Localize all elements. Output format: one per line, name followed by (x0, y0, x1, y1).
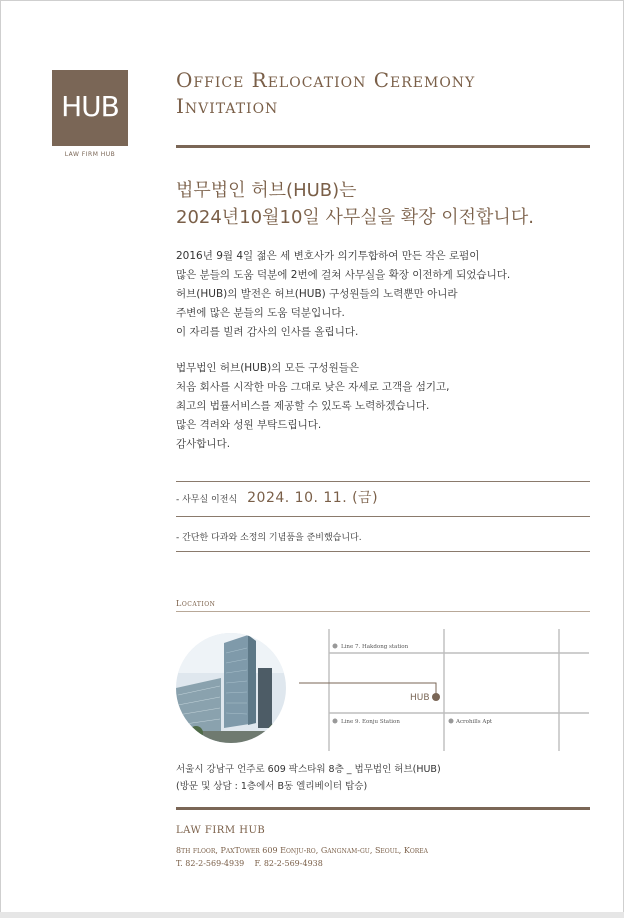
station-marker-icon (333, 719, 338, 724)
paragraph-line: 처음 회사를 시작한 마음 그대로 낮은 자세로 고객을 섬기고, (176, 381, 450, 393)
paragraph-line: 최고의 법률서비스를 제공할 수 있도록 노력하겠습니다. (176, 400, 430, 412)
page-title (176, 67, 596, 119)
location-divider (176, 611, 590, 612)
address-line-2: (방문 및 상담 : 1층에서 B동 엘리베이터 탑승) (176, 781, 368, 792)
apartment-marker-icon (449, 719, 454, 724)
hub-location-pin-icon (432, 693, 440, 701)
paragraph-line: 주변에 많은 분들의 도움 덕분입니다. (176, 307, 345, 319)
paragraph-line: 감사합니다. (176, 438, 231, 450)
address-line-1: 서울시 강남구 언주로 609 팍스타워 8층 _ 법무법인 허브(HUB) (176, 764, 441, 775)
paragraph-promise (176, 359, 596, 454)
refreshments-note: - 간단한 다과와 소정의 기념품을 준비했습니다. (176, 533, 362, 543)
map-label-station2: Line 9. Eonju Station (341, 719, 400, 725)
page-shadow (0, 912, 624, 918)
event-divider-top (176, 481, 590, 482)
event-label: - 사무실 이전식 (176, 495, 238, 505)
paragraph-history (176, 247, 596, 342)
event-divider-bottom (176, 551, 590, 552)
station-marker-icon (333, 644, 338, 649)
title-divider (176, 145, 590, 148)
footer-contact (176, 844, 428, 870)
headline (176, 177, 596, 231)
footer-tel: T. 82-2-569-4939 (176, 859, 245, 868)
paragraph-line: 2016년 9월 4일 젊은 세 변호사가 의기투합하여 만든 작은 로펌이 (176, 250, 480, 262)
event-date: 2024. 10. 11. (금) (247, 490, 379, 506)
paragraph-line: 이 자리를 빌려 감사의 인사를 올립니다. (176, 326, 359, 338)
map-graphic (291, 623, 591, 753)
office-address (176, 761, 441, 795)
map-label-hub: HUB (410, 693, 430, 703)
footer-title: LAW FIRM HUB (176, 825, 266, 836)
event-divider-middle (176, 516, 590, 517)
title-line-1: Office Relocation Ceremony (176, 68, 476, 92)
footer-fax: F. 82-2-569-4938 (254, 859, 323, 868)
hub-logo (52, 70, 128, 146)
location-map (291, 623, 591, 753)
paragraph-line: 많은 분들의 도움 덕분에 2번에 걸쳐 사무실을 확장 이전하게 되었습니다. (176, 269, 511, 281)
map-label-apt: Acrohills Apt (456, 719, 493, 725)
building-illustration (176, 633, 286, 743)
paragraph-line: 허브(HUB)의 발전은 허브(HUB) 구성원들의 노력뿐만 아니라 (176, 288, 458, 300)
paragraph-line: 법무법인 허브(HUB)의 모든 구성원들은 (176, 362, 359, 374)
logo-text: HUB (61, 90, 119, 123)
headline-line-1: 법무법인 허브(HUB)는 (176, 180, 357, 201)
title-line-2: Invitation (176, 94, 279, 118)
event-row (176, 487, 378, 507)
footer-divider (176, 807, 590, 810)
map-label-station1: Line 7. Hakdong station (341, 644, 409, 650)
headline-line-2: 2024년10월10일 사무실을 확장 이전합니다. (176, 207, 534, 228)
footer-phone-row (176, 857, 428, 870)
footer-address: 8th floor, PaxTower 609 Eonju-ro, Gangnam-gu, Seoul, Korea (176, 846, 428, 855)
paragraph-line: 많은 격려와 성원 부탁드립니다. (176, 419, 322, 431)
logo-subtitle: LAW FIRM HUB (64, 151, 116, 158)
location-label: Location (176, 599, 216, 608)
building-photo (176, 633, 286, 743)
